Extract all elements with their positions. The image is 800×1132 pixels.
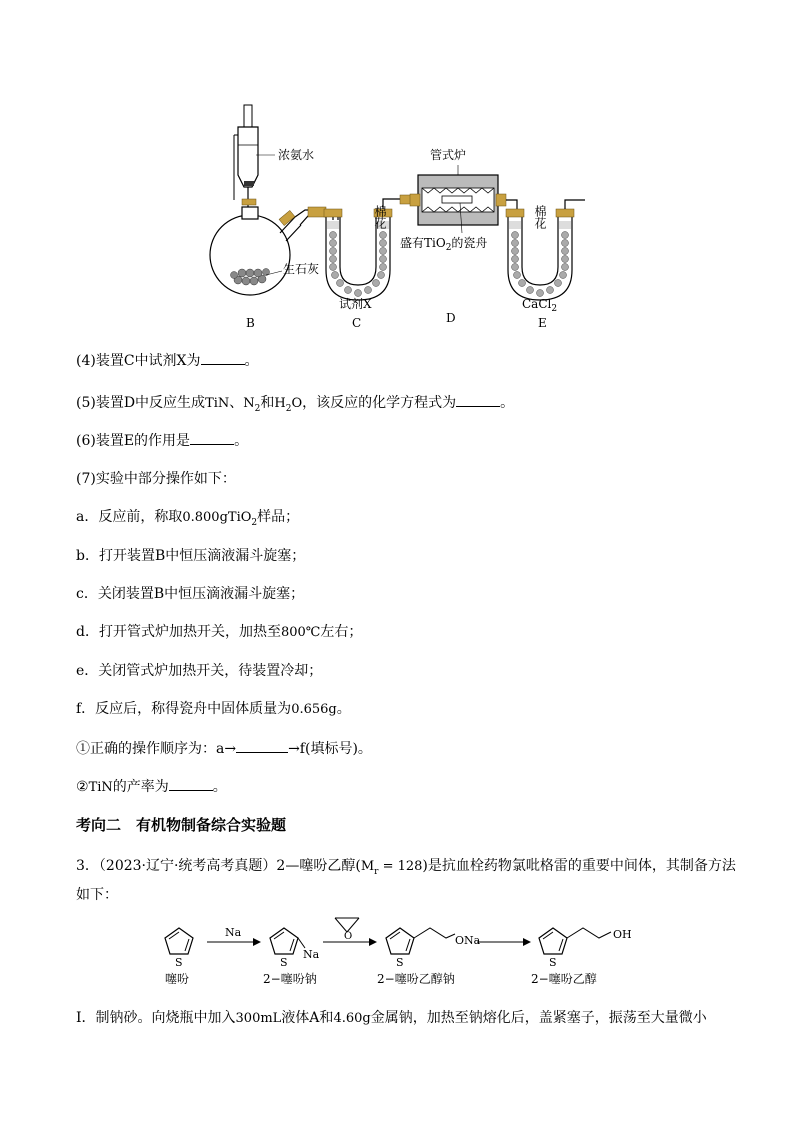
sulfur-atom-3: S	[396, 956, 404, 969]
step-d: d．打开管式炉加热开关，加热至800℃左右；	[76, 624, 363, 640]
sub-question-2: ②TiN的产率为 。	[76, 776, 227, 798]
step-1-text: Ⅰ．制钠砂。向烧瓶中加入300mL液体A和4.60g金属钠，加热至钠熔化后，盖紧塞子，振荡至大量微小	[76, 1010, 707, 1026]
dropping-funnel	[234, 105, 258, 207]
compound-label-thienyl-sodium: 2−噻吩钠	[263, 972, 317, 986]
thiophene-ethanol-molecule	[539, 928, 611, 954]
step-b: b．打开装置B中恒压滴液漏斗旋塞；	[76, 548, 306, 564]
device-letter-d: D	[446, 311, 456, 325]
label-cacl2: CaCl$_2$	[522, 297, 558, 314]
ethylene-oxide-icon	[335, 918, 359, 932]
thienyl-sodium-molecule	[270, 928, 305, 954]
sodium-atom: Na	[303, 948, 320, 961]
answer-blank-yield[interactable]	[169, 776, 213, 791]
compound-label-thiophene: 噻吩	[165, 972, 190, 986]
label-ammonia: 浓氨水	[278, 148, 315, 162]
question-4: (4)装置C中试剂X为 。	[76, 350, 259, 371]
section-heading: 考向二 有机物制备综合实验题	[76, 816, 287, 834]
label-boat: 盛有TiO$_2$的瓷舟	[400, 236, 488, 253]
question-3-intro: 3．（2023·辽宁·统考高考真题）2—噻吩乙醇$(M_r = 128)$是抗血栓药物氯吡格雷的重要中间体，其制备方法 如下：	[76, 858, 736, 903]
connector-de	[506, 200, 517, 209]
question-6: (6)装置E的作用是 。	[76, 430, 248, 451]
thiophene-ethoxide-molecule	[386, 928, 455, 954]
compound-label-ethoxide: 2−噻吩乙醇钠	[377, 972, 455, 986]
label-cotton-c: 棉花	[373, 205, 387, 229]
device-letter-c: C	[352, 316, 362, 330]
answer-blank-q5[interactable]	[456, 392, 500, 407]
step-a: a．反应前，称取0.800gTiO$_2$样品；	[76, 509, 300, 528]
answer-blank-q6[interactable]	[190, 430, 234, 445]
reagent-na: Na	[225, 926, 242, 939]
device-letter-e: E	[538, 316, 547, 330]
epoxide-oxygen: O	[344, 931, 353, 942]
tube-furnace-d	[410, 165, 506, 233]
label-tube-furnace: 管式炉	[430, 148, 467, 162]
answer-blank-order[interactable]	[236, 738, 288, 753]
label-cotton-e: 棉花	[533, 205, 547, 229]
hydroxyl-group: OH	[613, 928, 632, 941]
question-7: (7)实验中部分操作如下：	[76, 471, 236, 487]
step-f: f．反应后，称得瓷舟中固体质量为0.656g。	[76, 701, 351, 717]
label-quicklime: 生石灰	[283, 262, 320, 276]
thiophene-molecule	[165, 928, 193, 954]
reaction-scheme	[155, 908, 645, 990]
apparatus-diagram	[200, 95, 590, 330]
question-5: (5)装置D中反应生成TiN、$N_2$和$H_2O$，该反应的化学方程式为 。	[76, 392, 514, 419]
compound-label-ethanol: 2−噻吩乙醇	[531, 972, 597, 986]
step-c: c．关闭装置B中恒压滴液漏斗旋塞；	[76, 586, 305, 602]
sulfur-atom-1: S	[175, 956, 183, 969]
sub-question-1: ①正确的操作顺序为：a→ →f(填标号)。	[76, 738, 372, 759]
answer-blank-q4[interactable]	[201, 350, 245, 365]
sulfur-atom-2: S	[280, 956, 288, 969]
step-e: e．关闭管式炉加热开关，待装置冷却；	[76, 663, 323, 679]
label-reagent-x: 试剂X	[339, 297, 372, 311]
device-letter-b: B	[246, 316, 255, 330]
sulfur-atom-4: S	[549, 956, 557, 969]
ethoxide-group: ONa	[455, 934, 481, 947]
